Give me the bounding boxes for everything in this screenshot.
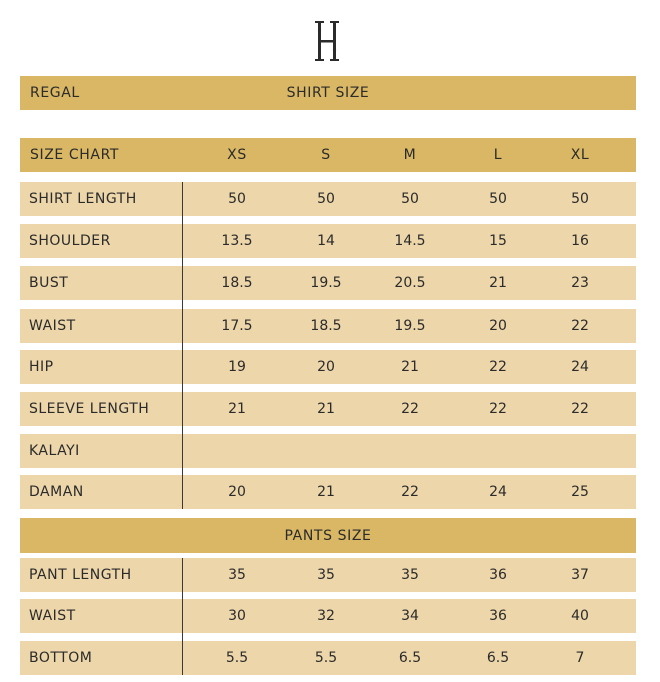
value-xl: 23 [571, 275, 589, 291]
size-m: M [403, 147, 417, 163]
pants-size-header [20, 518, 636, 553]
size-xl: XL [570, 147, 590, 163]
value-l: 36 [489, 608, 507, 624]
value-xl: 22 [571, 401, 589, 417]
value-xs: 20 [228, 484, 246, 500]
value-xs: 5.5 [225, 650, 249, 666]
row-label: SLEEVE LENGTH [29, 401, 150, 417]
value-l: 22 [489, 401, 507, 417]
row-label: HIP [29, 359, 54, 375]
row-label: SHOULDER [29, 233, 111, 249]
row-label: BOTTOM [29, 650, 93, 666]
value-s: 14 [317, 233, 335, 249]
value-l: 21 [489, 275, 507, 291]
value-m: 35 [401, 567, 419, 583]
table-row [20, 224, 636, 258]
table-row [20, 641, 636, 675]
value-xl: 37 [571, 567, 589, 583]
value-m: 6.5 [398, 650, 422, 666]
table-row [20, 350, 636, 384]
table-row [20, 599, 636, 633]
value-xs: 17.5 [221, 318, 253, 334]
value-l: 6.5 [486, 650, 510, 666]
size-l: L [493, 147, 503, 163]
value-xl: 25 [571, 484, 589, 500]
shirt-size-title: SHIRT SIZE [286, 85, 370, 101]
value-l: 15 [489, 233, 507, 249]
value-l: 20 [489, 318, 507, 334]
value-m: 22 [401, 484, 419, 500]
size-chart-header [20, 138, 636, 172]
value-m: 50 [401, 191, 419, 207]
value-l: 22 [489, 359, 507, 375]
value-xl: 40 [571, 608, 589, 624]
value-s: 50 [317, 191, 335, 207]
value-xs: 13.5 [221, 233, 253, 249]
value-m: 14.5 [394, 233, 426, 249]
value-m: 22 [401, 401, 419, 417]
value-xl: 24 [571, 359, 589, 375]
row-label: PANT LENGTH [29, 567, 132, 583]
size-chart-label: SIZE CHART [30, 147, 120, 163]
value-xl: 50 [571, 191, 589, 207]
brand-logo-icon [312, 18, 342, 64]
row-label: WAIST [29, 608, 76, 624]
value-m: 19.5 [394, 318, 426, 334]
table-row [20, 434, 636, 468]
value-xs: 19 [228, 359, 246, 375]
value-xl: 22 [571, 318, 589, 334]
value-s: 19.5 [310, 275, 342, 291]
value-xs: 18.5 [221, 275, 253, 291]
value-xs: 35 [228, 567, 246, 583]
value-m: 34 [401, 608, 419, 624]
row-label: DAMAN [29, 484, 84, 500]
row-label: KALAYI [29, 443, 80, 459]
value-xs: 50 [228, 191, 246, 207]
value-l: 24 [489, 484, 507, 500]
table-row [20, 475, 636, 509]
value-s: 32 [317, 608, 335, 624]
value-s: 21 [317, 401, 335, 417]
value-s: 20 [317, 359, 335, 375]
value-xs: 21 [228, 401, 246, 417]
value-s: 18.5 [310, 318, 342, 334]
value-l: 36 [489, 567, 507, 583]
value-s: 21 [317, 484, 335, 500]
value-xl: 16 [571, 233, 589, 249]
row-label: BUST [29, 275, 69, 291]
size-xs: XS [227, 147, 247, 163]
row-label: SHIRT LENGTH [29, 191, 137, 207]
table-row [20, 558, 636, 592]
value-s: 5.5 [314, 650, 338, 666]
column-divider [182, 182, 183, 509]
value-m: 21 [401, 359, 419, 375]
pants-size-title: PANTS SIZE [284, 527, 372, 544]
value-m: 20.5 [394, 275, 426, 291]
table-row [20, 309, 636, 343]
column-divider [182, 558, 183, 675]
table-row [20, 266, 636, 300]
shirt-size-header [20, 76, 636, 110]
value-s: 35 [317, 567, 335, 583]
value-xs: 30 [228, 608, 246, 624]
row-label: WAIST [29, 318, 76, 334]
value-xl: 7 [575, 650, 585, 666]
value-l: 50 [489, 191, 507, 207]
table-row [20, 182, 636, 216]
brand-name: REGAL [30, 85, 80, 101]
table-row [20, 392, 636, 426]
size-s: S [321, 147, 331, 163]
